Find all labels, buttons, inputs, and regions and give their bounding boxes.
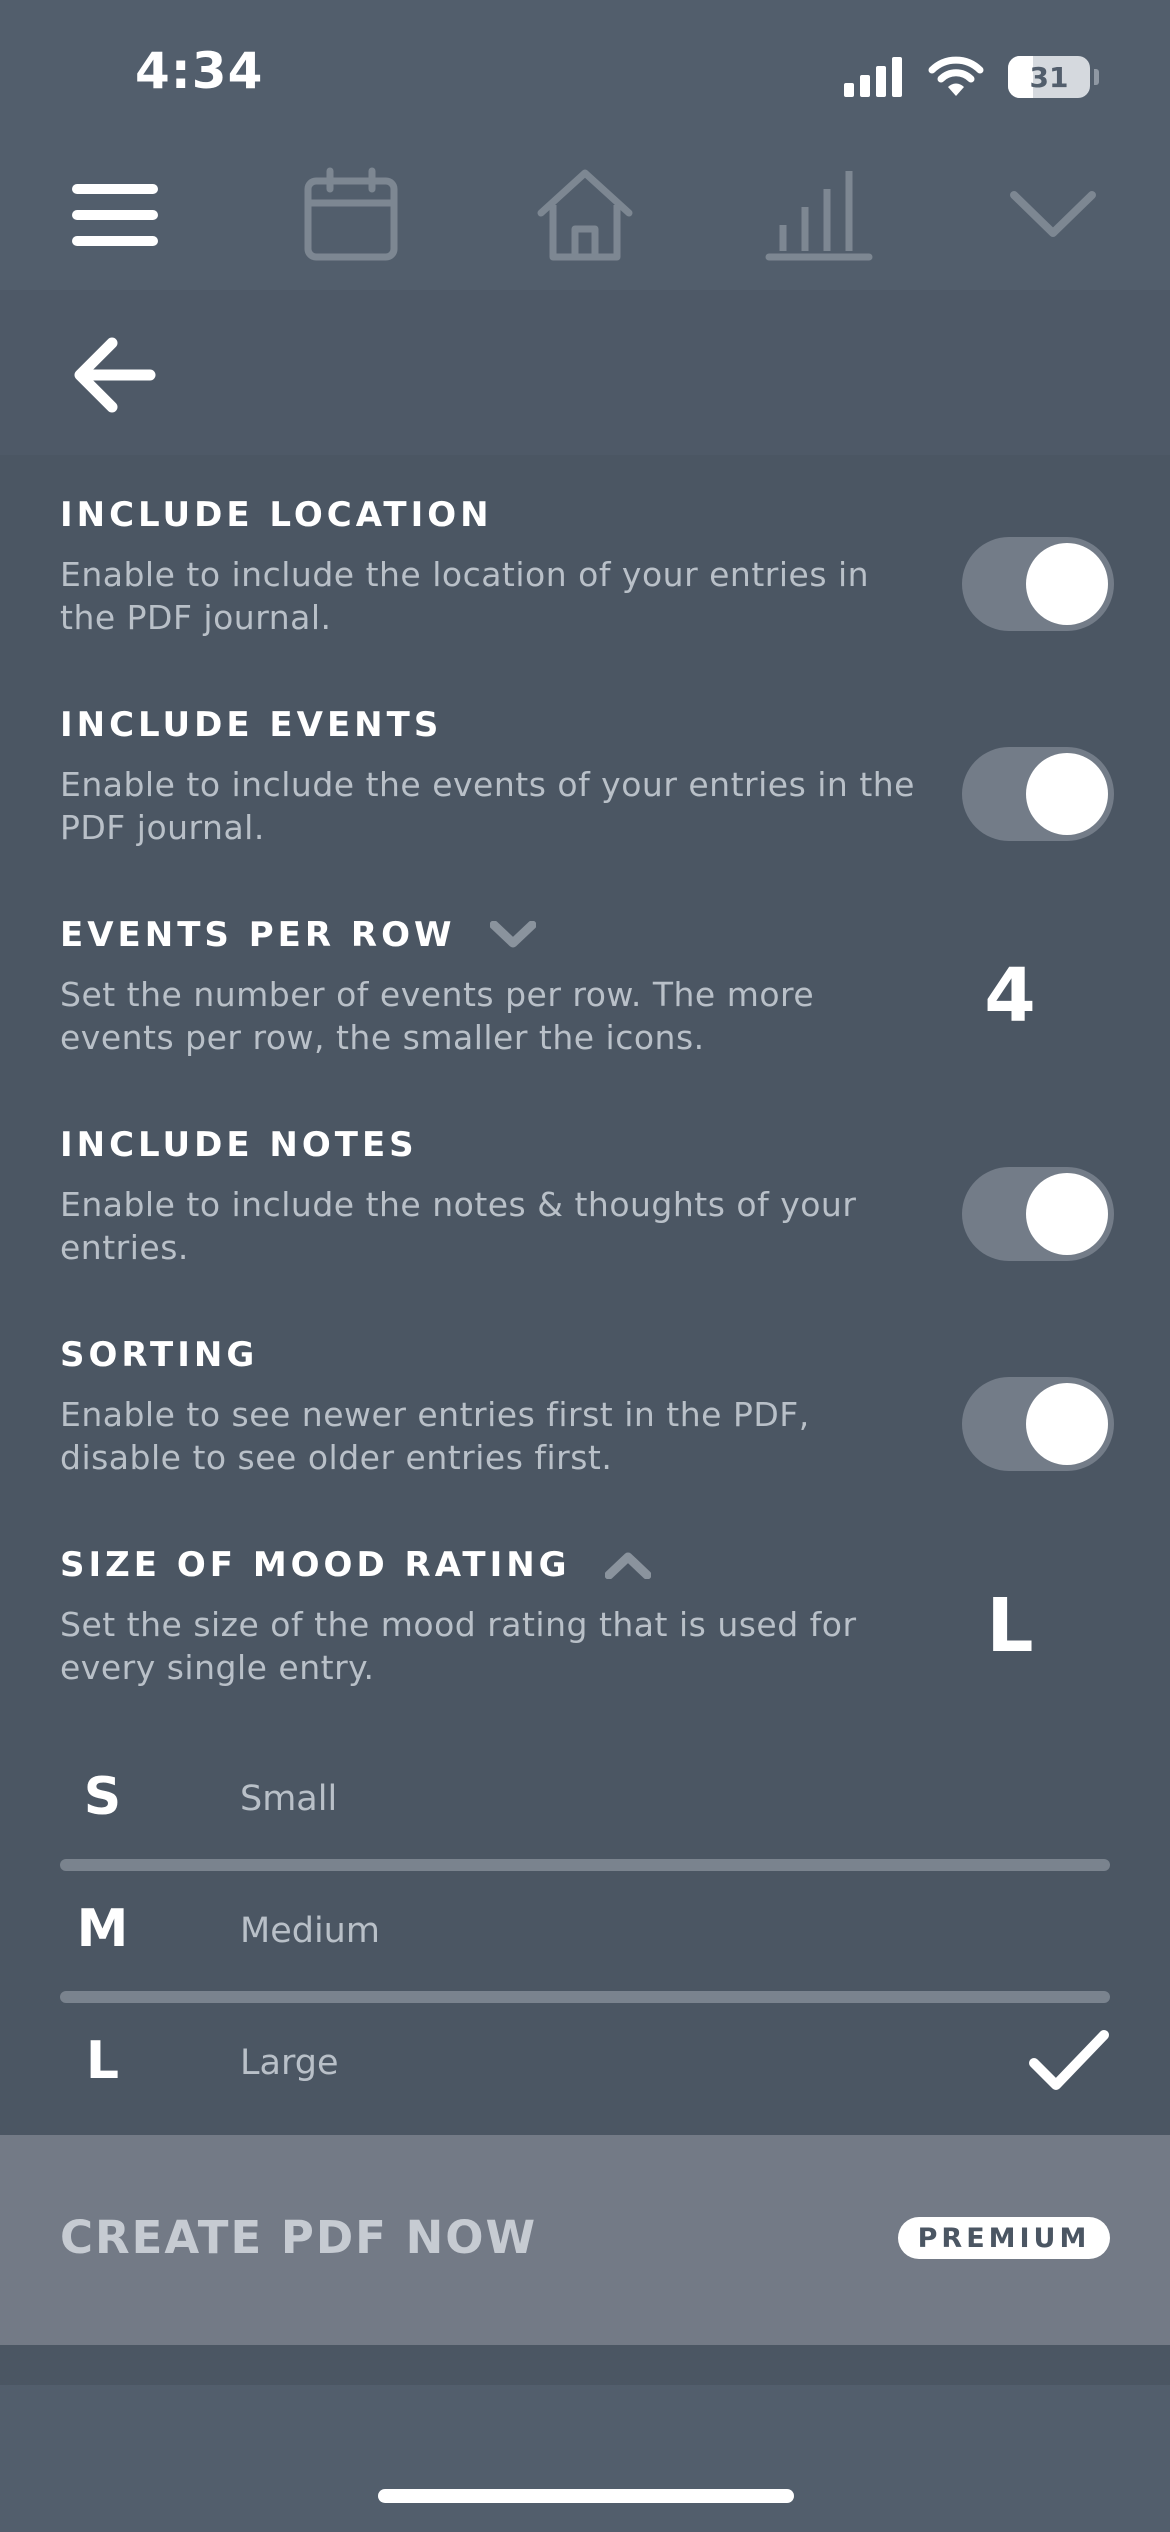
setting-title-row bbox=[60, 1545, 651, 1585]
chevron-down-icon[interactable] bbox=[490, 921, 536, 949]
sorting-toggle[interactable] bbox=[962, 1377, 1114, 1471]
setting-title: INCLUDE LOCATION bbox=[60, 495, 493, 535]
setting-title: EVENTS PER ROW bbox=[60, 915, 456, 955]
footer-strip bbox=[0, 2345, 1170, 2385]
mood-size-option-large[interactable] bbox=[0, 1999, 1170, 2131]
option-letter: S bbox=[83, 1767, 122, 1827]
setting-include-events bbox=[0, 665, 1170, 875]
include-events-toggle[interactable] bbox=[962, 747, 1114, 841]
create-pdf-button[interactable] bbox=[0, 2135, 1170, 2345]
back-button[interactable] bbox=[60, 330, 170, 420]
option-label: Large bbox=[240, 2043, 339, 2083]
setting-size-of-mood-rating[interactable] bbox=[0, 1505, 1170, 1715]
status-time: 4:34 bbox=[135, 42, 264, 100]
setting-title: SIZE OF MOOD RATING bbox=[60, 1545, 571, 1585]
mood-size-option-small[interactable] bbox=[0, 1735, 1170, 1867]
home-button[interactable] bbox=[530, 160, 640, 270]
setting-description: Enable to include the notes & thoughts of your entries. bbox=[60, 1185, 857, 1267]
home-icon bbox=[535, 167, 635, 263]
events-per-row-value[interactable]: 4 bbox=[984, 953, 1036, 1039]
option-letter: M bbox=[76, 1899, 129, 1959]
mood-size-option-medium[interactable] bbox=[0, 1867, 1170, 1999]
chevron-up-icon[interactable] bbox=[605, 1551, 651, 1579]
battery-level: 31 bbox=[1029, 60, 1069, 94]
chevron-down-icon bbox=[1008, 187, 1098, 243]
home-indicator[interactable] bbox=[378, 2489, 794, 2503]
toggle-knob bbox=[1026, 543, 1108, 625]
more-button[interactable] bbox=[998, 160, 1108, 270]
setting-title-row bbox=[60, 915, 536, 955]
premium-badge: PREMIUM bbox=[898, 2217, 1110, 2259]
statistics-button[interactable] bbox=[764, 160, 874, 270]
setting-title: SORTING bbox=[60, 1335, 259, 1375]
back-bar bbox=[0, 290, 1170, 455]
mood-rating-size-value[interactable]: L bbox=[986, 1583, 1034, 1669]
wifi-icon bbox=[928, 56, 984, 98]
setting-description: Enable to include the location of your entries in the PDF journal. bbox=[60, 555, 870, 637]
setting-include-notes bbox=[0, 1085, 1170, 1295]
calendar-button[interactable] bbox=[296, 160, 406, 270]
menu-button[interactable] bbox=[60, 160, 170, 270]
top-nav bbox=[0, 140, 1170, 290]
calendar-icon bbox=[303, 167, 399, 263]
setting-description: Set the number of events per row. The more events per row, the smaller the icons. bbox=[60, 975, 815, 1057]
setting-title: INCLUDE EVENTS bbox=[60, 705, 443, 745]
cellular-signal-icon bbox=[844, 57, 904, 97]
pdf-settings-panel bbox=[0, 455, 1170, 2135]
option-label: Small bbox=[240, 1779, 338, 1819]
battery-icon bbox=[1008, 56, 1090, 98]
setting-description: Enable to include the events of your entries in the PDF journal. bbox=[60, 765, 915, 847]
status-bar bbox=[0, 0, 1170, 140]
include-notes-toggle[interactable] bbox=[962, 1167, 1114, 1261]
checkmark-icon bbox=[1028, 2029, 1110, 2097]
hamburger-icon bbox=[70, 180, 160, 250]
option-label: Medium bbox=[240, 1911, 380, 1951]
toggle-knob bbox=[1026, 753, 1108, 835]
setting-events-per-row[interactable] bbox=[0, 875, 1170, 1085]
setting-description: Enable to see newer entries first in the PDF, disable to see older entries first. bbox=[60, 1395, 810, 1477]
toggle-knob bbox=[1026, 1173, 1108, 1255]
option-letter: L bbox=[85, 2031, 120, 2091]
include-location-toggle[interactable] bbox=[962, 537, 1114, 631]
setting-description: Set the size of the mood rating that is used for every single entry. bbox=[60, 1605, 857, 1687]
setting-include-location bbox=[0, 455, 1170, 665]
status-icons bbox=[844, 54, 1090, 100]
toggle-knob bbox=[1026, 1383, 1108, 1465]
bar-chart-icon bbox=[765, 167, 873, 263]
arrow-left-icon bbox=[74, 337, 156, 413]
setting-sorting bbox=[0, 1295, 1170, 1505]
create-pdf-label: CREATE PDF NOW bbox=[60, 2211, 538, 2264]
setting-title: INCLUDE NOTES bbox=[60, 1125, 418, 1165]
